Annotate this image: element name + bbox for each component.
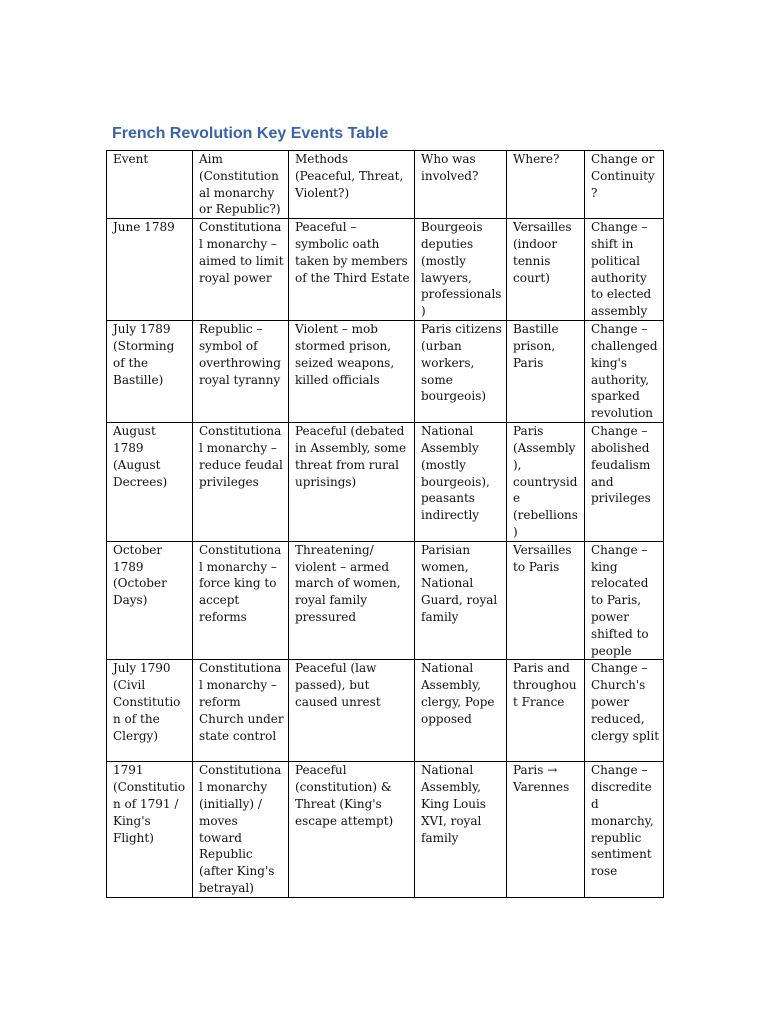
table-row (107, 660, 664, 762)
cell-aim: Constitutional monarchy – aimed to limit royal power (193, 219, 289, 321)
table-row (107, 423, 664, 542)
cell-where: Paris → Varennes (507, 762, 585, 897)
table-header-row (107, 151, 664, 219)
header-aim: Aim (Constitutional monarchy or Republic?) (193, 151, 289, 219)
cell-methods: Peaceful (law passed), but caused unrest (289, 660, 415, 762)
cell-event: July 1789 (Storming of the Bastille) (107, 321, 193, 423)
table-row (107, 219, 664, 321)
header-who: Who was involved? (415, 151, 507, 219)
cell-who: Paris citizens (urban workers, some bourgeois) (415, 321, 507, 423)
document-title: French Revolution Key Events Table (112, 125, 389, 142)
cell-change: Change – Church's power reduced, clergy split (585, 660, 664, 762)
cell-event: July 1790 (Civil Constitution of the Clergy) (107, 660, 193, 762)
table-row (107, 321, 664, 423)
cell-who: National Assembly, King Louis XVI, royal family (415, 762, 507, 897)
cell-where: Paris (Assembly), countryside (rebellions) (507, 423, 585, 542)
cell-change: Change – king relocated to Paris, power shifted to people (585, 541, 664, 660)
cell-methods: Threatening/ violent – armed march of women, royal family pressured (289, 541, 415, 660)
events-table (106, 150, 664, 898)
cell-methods: Peaceful (constitution) & Threat (King's escape attempt) (289, 762, 415, 897)
cell-aim: Constitutional monarchy – reform Church under state control (193, 660, 289, 762)
cell-change: Change – shift in political authority to elected assembly (585, 219, 664, 321)
cell-event: 1791 (Constitution of 1791 / King's Flight) (107, 762, 193, 897)
cell-event: June 1789 (107, 219, 193, 321)
cell-change: Change – challenged king's authority, sparked revolution (585, 321, 664, 423)
cell-event: October 1789 (October Days) (107, 541, 193, 660)
cell-aim: Republic – symbol of overthrowing royal tyranny (193, 321, 289, 423)
cell-methods: Peaceful – symbolic oath taken by members of the Third Estate (289, 219, 415, 321)
header-where: Where? (507, 151, 585, 219)
cell-where: Versailles (indoor tennis court) (507, 219, 585, 321)
cell-who: Parisian women, National Guard, royal family (415, 541, 507, 660)
cell-aim: Constitutional monarchy (initially) / moves toward Republic (after King's betrayal) (193, 762, 289, 897)
cell-who: National Assembly (mostly bourgeois), peasants indirectly (415, 423, 507, 542)
cell-change: Change – abolished feudalism and privileges (585, 423, 664, 542)
header-change: Change or Continuity? (585, 151, 664, 219)
header-event: Event (107, 151, 193, 219)
cell-where: Versailles to Paris (507, 541, 585, 660)
cell-aim: Constitutional monarchy – reduce feudal privileges (193, 423, 289, 542)
cell-who: National Assembly, clergy, Pope opposed (415, 660, 507, 762)
cell-methods: Violent – mob stormed prison, seized weapons, killed officials (289, 321, 415, 423)
cell-who: Bourgeois deputies (mostly lawyers, professionals) (415, 219, 507, 321)
cell-change: Change – discredited monarchy, republic sentiment rose (585, 762, 664, 897)
cell-event: August 1789 (August Decrees) (107, 423, 193, 542)
header-methods: Methods (Peaceful, Threat, Violent?) (289, 151, 415, 219)
table-row (107, 762, 664, 897)
table-row (107, 541, 664, 660)
cell-where: Paris and throughout France (507, 660, 585, 762)
cell-where: Bastille prison, Paris (507, 321, 585, 423)
cell-methods: Peaceful (debated in Assembly, some threat from rural uprisings) (289, 423, 415, 542)
cell-aim: Constitutional monarchy – force king to accept reforms (193, 541, 289, 660)
